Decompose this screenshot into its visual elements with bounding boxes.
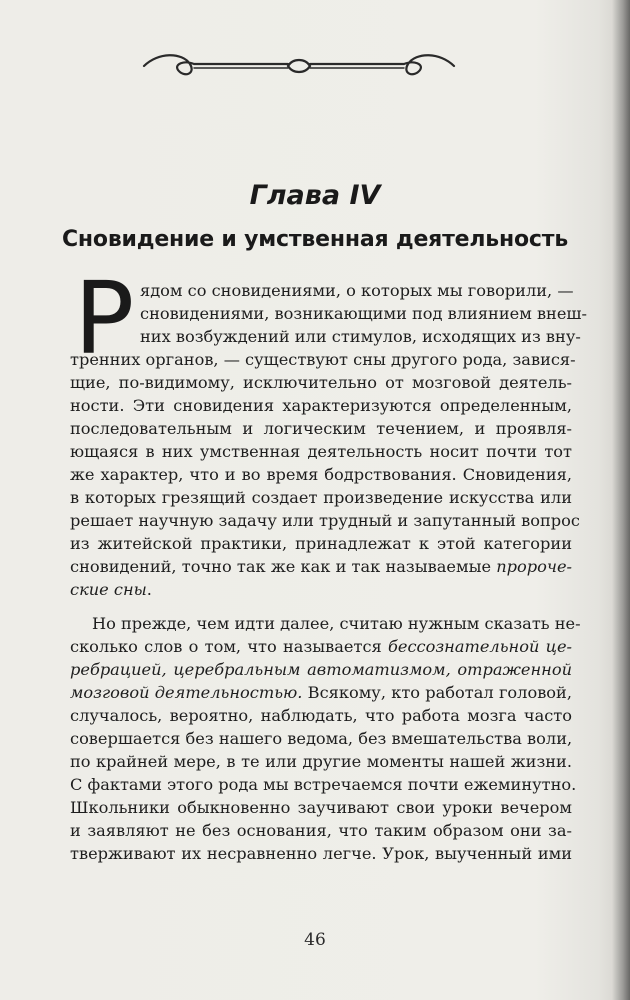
text-line: решает научную задачу или трудный и запутанный вопрос <box>70 511 580 530</box>
page-number: 46 <box>304 930 326 950</box>
text-line: сколько слов о том, что называется бессознательной це- <box>70 637 572 656</box>
drop-cap: Р <box>74 260 135 377</box>
text-line: в которых грезящий создает произведение искусства или <box>70 488 572 507</box>
chapter-title: Сновидение и умственная деятельность <box>61 227 569 252</box>
text-line: ядом со сновидениями, о которых мы говорили, — <box>140 281 574 300</box>
text-line: совершается без нашего ведома, без вмешательства воли, <box>70 729 573 748</box>
text-line: Школьники обыкновенно заучивают свои уроки вечером <box>70 798 572 817</box>
text-line: случалось, вероятно, наблюдать, что работа мозга часто <box>70 706 572 725</box>
text-line: ности. Эти сновидения характеризуются определенным, <box>70 396 572 415</box>
text-line: по крайней мере, в те или другие моменты нашей жизни. <box>70 752 572 771</box>
chapter-number: Глава IV <box>249 180 381 211</box>
page-edge-shadow <box>612 0 630 1000</box>
text-line: С фактами этого рода мы встречаемся почти ежеминутно. <box>70 775 577 794</box>
text-line: же характер, что и во время бодрствования. Сновидения, <box>70 465 572 484</box>
text-line: них возбуждений или стимулов, исходящих из вну- <box>140 327 581 346</box>
ornament-divider-icon <box>138 48 460 82</box>
text-line: тренних органов, — существуют сны другого рода, завися- <box>70 350 576 369</box>
text-line: сновидений, точно так же как и так называемые пророче- <box>70 557 572 576</box>
text-line: Но прежде, чем идти далее, считаю нужным сказать не- <box>92 614 581 633</box>
text-line: и заявляют не без основания, что таким образом они за- <box>70 821 572 840</box>
text-line: сновидениями, возникающими под влиянием внеш- <box>140 304 587 323</box>
text-line: тверживают их несравненно легче. Урок, выученный ими <box>70 844 572 863</box>
text-line: мозговой деятельностью. Всякому, кто работал головой, <box>70 683 572 702</box>
text-line: щие, по-видимому, исключительно от мозговой деятель- <box>70 373 572 392</box>
text-line: ребрацией, церебральным автоматизмом, отраженной <box>70 660 572 679</box>
text-line: из житейской практики, принадлежат к этой категории <box>70 534 572 553</box>
text-line: ющаяся в них умственная деятельность носит почти тот <box>70 442 572 461</box>
text-line: последовательным и логическим течением, и проявля- <box>70 419 572 438</box>
text-line: ские сны. <box>70 580 152 599</box>
